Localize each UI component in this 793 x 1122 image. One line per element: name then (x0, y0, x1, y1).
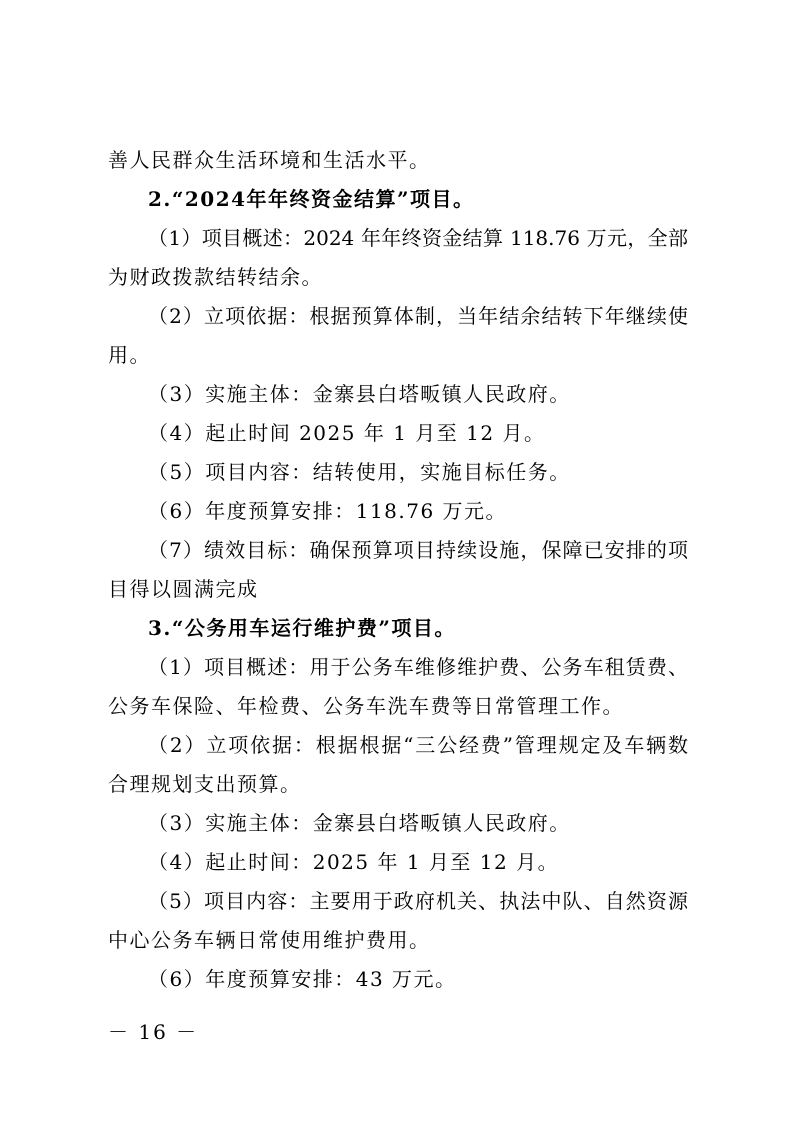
page-number: － 16 － (108, 1020, 199, 1044)
text-line: （1）项目概述：用于公务车维修维护费、公务车租赁费、 (148, 655, 688, 679)
section-heading: 3.“公务用车运行维护费”项目。 (148, 616, 456, 640)
section-heading: 2.“2024年年终资金结算”项目。 (148, 187, 475, 211)
text-line: （4）起止时间 2025 年 1 月至 12 月。 (148, 421, 546, 445)
text-line: 公务车保险、年检费、公务车洗车费等日常管理工作。 (108, 694, 624, 718)
text-line: （3）实施主体：金寨县白塔畈镇人民政府。 (148, 811, 571, 835)
text-line: （2）立项依据：根据预算体制，当年结余结转下年继续使 (148, 304, 688, 328)
text-line: （6）年度预算安排：118.76 万元。 (148, 499, 508, 523)
text-line: （2）立项依据：根据根据“三公经费”管理规定及车辆数 (148, 733, 688, 757)
text-line: 为财政拨款结转结余。 (108, 265, 323, 289)
text-line: （3）实施主体：金寨县白塔畈镇人民政府。 (148, 382, 571, 406)
text-line: （4）起止时间：2025 年 1 月至 12 月。 (148, 850, 560, 874)
text-line: 合理规划支出预算。 (108, 772, 302, 796)
text-line: 中心公务车辆日常使用维护费用。 (108, 928, 431, 952)
text-line: （7）绩效目标：确保预算项目持续设施，保障已安排的项 (148, 538, 688, 562)
text-line: （6）年度预算安排：43 万元。 (148, 967, 457, 991)
text-line: 善人民群众生活环境和生活水平。 (108, 148, 431, 172)
text-line: （5）项目内容：主要用于政府机关、执法中队、自然资源 (148, 889, 688, 913)
text-line: 目得以圆满完成 (108, 577, 259, 601)
text-line: （1）项目概述：2024 年年终资金结算 118.76 万元，全部 (148, 226, 688, 250)
text-line: 用。 (108, 343, 151, 367)
text-line: （5）项目内容：结转使用，实施目标任务。 (148, 460, 571, 484)
